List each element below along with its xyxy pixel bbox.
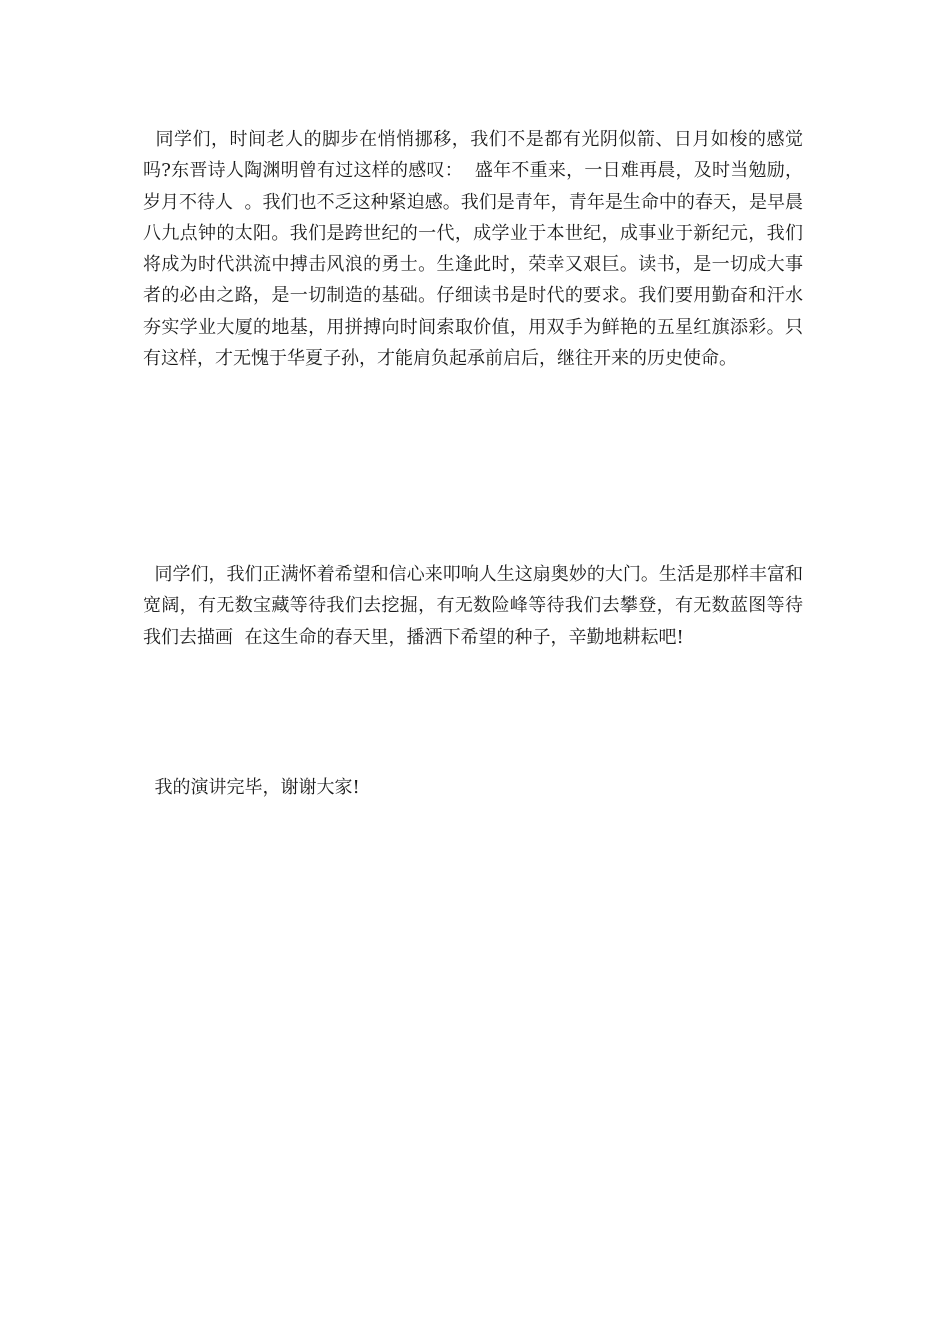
paragraph-closing-remarks: 我的演讲完毕，谢谢大家! xyxy=(143,777,360,798)
paragraph-hope-and-confidence: 同学们，我们正满怀着希望和信心来叩响人生这扇奥妙的大门。生活是那样丰富和宽阔，有无数宝藏等待我们去挖掘，有无数险峰等待我们去攀登，有无数蓝图等待我们去描画 在这生命的春天里，播洒下希望的种子，辛勤地耕耘吧! xyxy=(143,564,803,648)
paragraph-time-and-study: 同学们，时间老人的脚步在悄悄挪移，我们不是都有光阴似箭、日月如梭的感觉吗?东晋诗人陶渊明曾有过这样的感叹： 盛年不重来，一日难再晨，及时当勉励，岁月不待人 。我们也不乏这种紧迫感。我们是青年，青年是生命中的春天，是早晨八九点钟的太阳。我们是跨世纪的一代，成学业于本世纪，成事业于新纪元，我们将成为时代洪流中搏击风浪的勇士。生逢此时，荣幸又艰巨。读书，是一切成大事者的必由之路，是一切制造的基础。仔细读书是时代的要求。我们要用勤奋和汗水夯实学业大厦的地基，用拼搏向时间索取价值，用双手为鲜艳的五星红旗添彩。只有这样，才无愧于华夏子孙，才能肩负起承前启后，继往开来的历史使命。 xyxy=(143,129,803,370)
